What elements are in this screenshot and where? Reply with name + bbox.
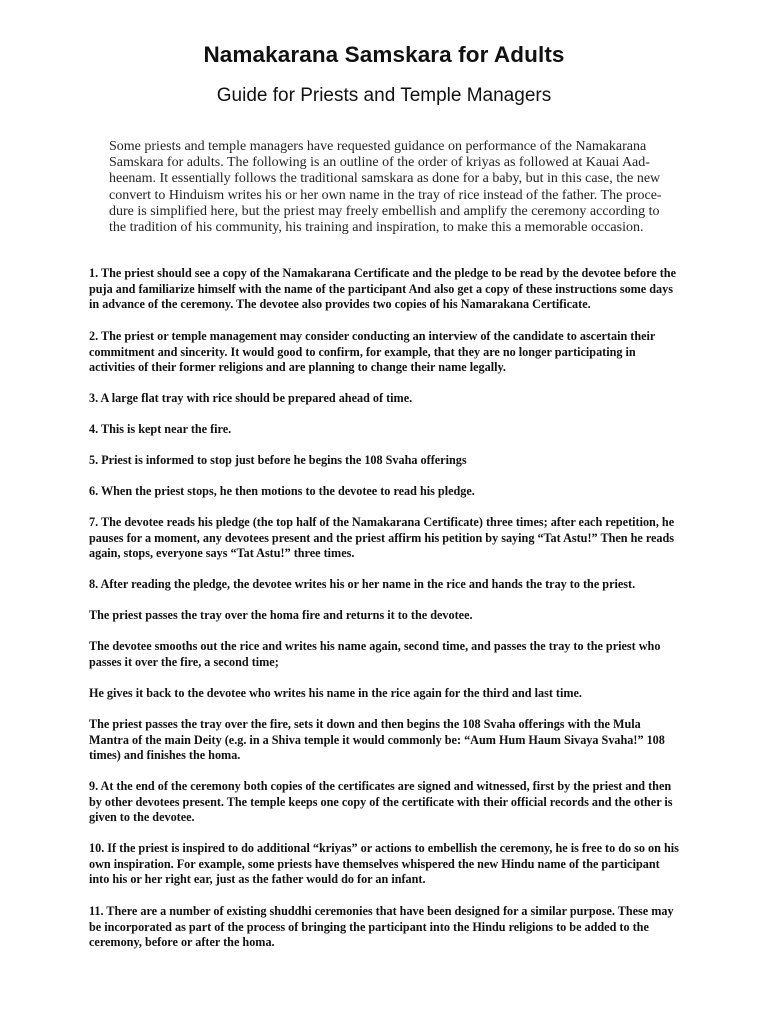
step-11-paragraph: 11. There are a number of existing shuddhi ceremonies that have been designed for a similar purpose. These may be incorporated as part of the process of bringing the participant into the Hindu religions to be added to the ceremony, before or after the homa. [89, 904, 674, 949]
step-8-paragraph: 8. After reading the pledge, the devotee writes his or her name in the rice and hands the tray to the priest. [89, 577, 636, 591]
step-8-second-writing-paragraph: The devotee smooths out the rice and writes his name again, second time, and passes the tray to the priest who passes it over the fire, a second time; [89, 639, 661, 669]
step-8-tray-pass-paragraph: The priest passes the tray over the homa fire and returns it to the devotee. [89, 608, 473, 622]
document-subtitle: Guide for Priests and Temple Managers [216, 85, 552, 106]
document-title: Namakarana Samskara for Adults [203, 42, 565, 67]
step-6-paragraph: 6. When the priest stops, he then motions to the devotee to read his pledge. [89, 484, 475, 498]
step-10-paragraph: 10. If the priest is inspired to do additional “kriyas” or actions to embellish the ceremony, he is free to do so on his own inspiration. For example, some priests have themselves whispered the new Hindu name of the participant into his or her right ear, just as the father would do for an infant. [89, 841, 679, 886]
step-9-paragraph: 9. At the end of the ceremony both copies of the certificates are signed and witnessed, first by the priest and then by other devotees present. The temple keeps one copy of the certificate with their official records and the other is given to the devotee. [89, 779, 673, 824]
step-1-paragraph: 1. The priest should see a copy of the Namakarana Certificate and the pledge to be read by the devotee before the puja and familiarize himself with the name of the participant And also get a copy of these instructions some days in advance of the ceremony. The devotee also provides two copies of his Namarakana Certificate. [89, 266, 676, 311]
intro-paragraph: Some priests and temple managers have requested guidance on performance of the Namakarana Samskara for adults. The following is an outline of the order of kriyas as followed at Kauai Aad-heenam. It essentially follows the traditional samskara as done for a baby, but in this case, the new convert to Hinduism writes his or her own name in the tray of rice instead of the father. The proce-dure is simplified here, but the priest may freely embellish and amplify the ceremony according to the tradition of his community, his training and inspiration, to make this a memorable occasion. [109, 139, 662, 236]
step-2-paragraph: 2. The priest or temple management may consider conducting an interview of the candidate to ascertain their commitment and sincerity. It would good to confirm, for example, that they are no longer participating in activities of their former religions and are planning to change their name legally. [89, 329, 656, 374]
step-3-paragraph: 3. A large flat tray with rice should be prepared ahead of time. [89, 391, 413, 405]
step-7-paragraph: 7. The devotee reads his pledge (the top half of the Namakarana Certificate) three times; after each repetition, he pauses for a moment, any devotees present and the priest affirm his petition by saying “Tat Astu!” Then he reads again, stops, everyone says “Tat Astu!” three times. [89, 515, 675, 560]
step-8-svaha-paragraph: The priest passes the tray over the fire, sets it down and then begins the 108 Svaha offerings with the Mula Mantra of the main Deity (e.g. in a Shiva temple it would commonly be: “Aum Hum Haum Sivaya Svaha!” 108 times) and finishes the homa. [89, 717, 665, 762]
step-4-paragraph: 4. This is kept near the fire. [89, 422, 232, 436]
step-8-third-writing-paragraph: He gives it back to the devotee who writes his name in the rice again for the third and last time. [89, 686, 582, 700]
step-5-paragraph: 5. Priest is informed to stop just before he begins the 108 Svaha offerings [89, 453, 467, 467]
